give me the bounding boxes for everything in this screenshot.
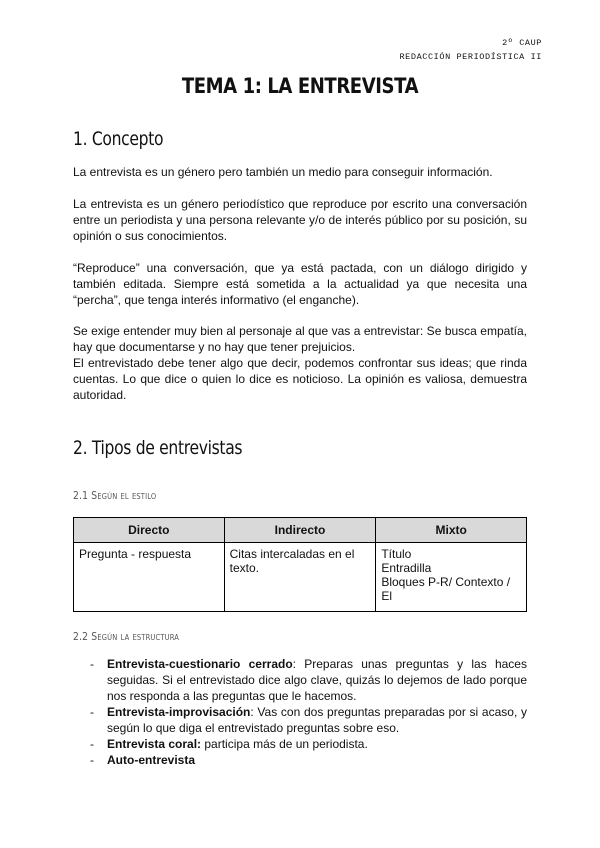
table-cell: Pregunta - respuesta (74, 543, 225, 612)
list-item (90, 736, 527, 752)
column-header: Mixto (376, 518, 527, 543)
page-title: TEMA 1: LA ENTREVISTA (181, 74, 419, 98)
column-header: Directo (74, 518, 225, 543)
paragraph: Se exige entender muy bien al personaje al que vas a entrevistar: Se busca empatía, hay que documentarse y no hay que tener prejuicios. (73, 324, 527, 354)
bullet-dash: - (90, 737, 94, 751)
list-item (90, 752, 527, 768)
list-item-text: participa más de un periodista. (201, 737, 368, 751)
paragraph: El entrevistado debe tener algo que decir, podemos confrontar sus ideas; que rinda cuentas. Lo que dice o quien lo dice es noticioso. La opinión es valiosa, demuestra autoridad. (73, 356, 527, 402)
bullet-dash: - (90, 657, 94, 671)
list-item-term: Entrevista coral: (107, 737, 202, 751)
table-cell: Citas intercaladas en el texto. (224, 543, 376, 612)
list-item (90, 656, 527, 704)
section-heading-concepto: 1. Concepto (73, 128, 164, 150)
page-header (399, 36, 542, 64)
list-item-text: : Preparas unas preguntas y las haces seguidas. Si el entrevistado dice algo clave, quizás lo dejemos de lado porque nos responda a las preguntas que le hacemos. (107, 657, 527, 703)
list-item (90, 704, 527, 736)
table-header-row (74, 518, 527, 543)
paragraph: La entrevista es un género pero también un medio para conseguir información. (73, 165, 493, 179)
paragraph: La entrevista es un género periodístico que reproduce por escrito una conversación entre un periodista y una persona relevante y/o de interés público por su posición, su opinión o sus conocimientos. (73, 197, 527, 243)
paragraph: “Reproduce” una conversación, que ya está pactada, con un diálogo dirigido y también editada. Siempre está sometida a la actualidad ya que necesita una “percha”, que tenga interés informativo (el enganche). (73, 261, 527, 307)
table-row (74, 543, 527, 612)
list-item-term: Auto-entrevista (107, 753, 196, 767)
styles-table (73, 517, 527, 612)
subsection-heading-estilo: 2.1 Según el estilo (73, 489, 157, 502)
structure-list (90, 656, 527, 768)
bullet-dash: - (90, 753, 94, 767)
subsection-heading-estructura: 2.2 Según la estructura (73, 630, 180, 643)
header-course: 2º CAUP (502, 38, 542, 48)
list-item-term: Entrevista-cuestionario cerrado (107, 657, 293, 671)
header-subject: REDACCIÓN PERIODÍSTICA II (399, 52, 542, 62)
column-header: Indirecto (224, 518, 376, 543)
bullet-dash: - (90, 705, 94, 719)
list-item-term: Entrevista-improvisación (107, 705, 251, 719)
list-item-text: : Vas con dos preguntas preparadas por si acaso, y según lo que diga el entrevistado preguntas sobre eso. (107, 705, 527, 735)
table-cell: Título Entradilla Bloques P-R/ Contexto / El (376, 543, 527, 612)
section-heading-tipos: 2. Tipos de entrevistas (73, 437, 243, 459)
